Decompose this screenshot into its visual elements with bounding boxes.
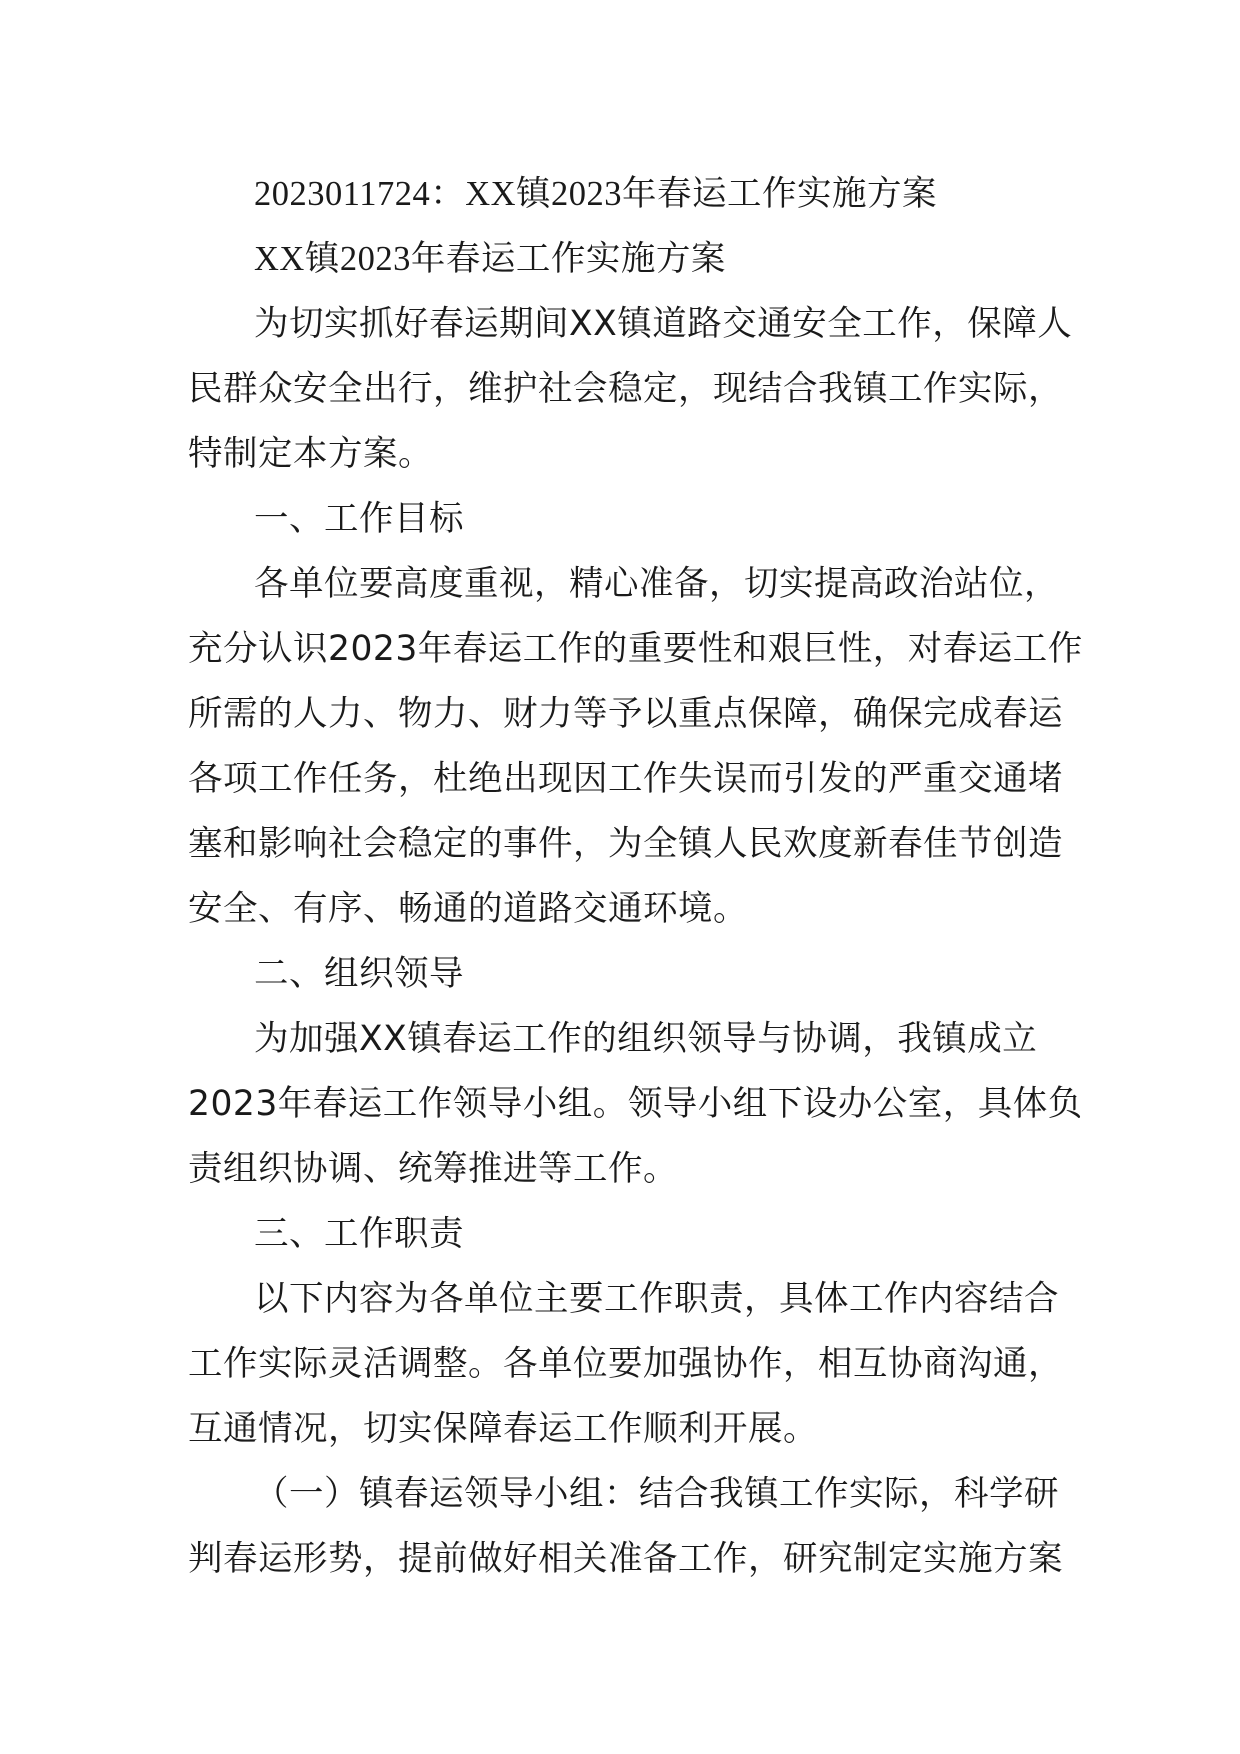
section1-line-4: 各项工作任务，杜绝出现因工作失误而引发的严重交通堵: [188, 759, 1063, 799]
section-heading-duties: 三、工作职责: [254, 1214, 464, 1254]
section2-line-3: 责组织协调、统筹推进等工作。: [188, 1149, 678, 1189]
document-page: [188, 162, 1083, 1592]
section1-line-2: 充分认识2023年春运工作的重要性和艰巨性，对春运工作: [188, 629, 1083, 669]
section1-line-1: 各单位要高度重视，精心准备，切实提高政治站位，: [254, 564, 1059, 604]
intro-line-3: 特制定本方案。: [188, 434, 433, 474]
subsection1-line-1: （一）镇春运领导小组：结合我镇工作实际，科学研: [254, 1474, 1059, 1514]
document-subtitle: XX镇2023年春运工作实施方案: [254, 240, 726, 278]
section1-line-3: 所需的人力、物力、财力等予以重点保障，确保完成春运: [188, 694, 1063, 734]
section3-line-1: 以下内容为各单位主要工作职责，具体工作内容结合: [254, 1279, 1059, 1319]
section2-line-2: 2023年春运工作领导小组。领导小组下设办公室，具体负: [188, 1084, 1083, 1124]
section-heading-organization: 二、组织领导: [254, 954, 464, 994]
document-title-line: 2023011724：XX镇2023年春运工作实施方案: [254, 175, 938, 213]
intro-line-1: 为切实抓好春运期间XX镇道路交通安全工作，保障人: [254, 304, 1073, 344]
subsection1-line-2: 判春运形势，提前做好相关准备工作，研究制定实施方案: [188, 1539, 1063, 1579]
section-heading-goals: 一、工作目标: [254, 499, 464, 539]
section1-line-5: 塞和影响社会稳定的事件，为全镇人民欢度新春佳节创造: [188, 824, 1063, 864]
section3-line-3: 互通情况，切实保障春运工作顺利开展。: [188, 1409, 818, 1449]
section1-line-6: 安全、有序、畅通的道路交通环境。: [188, 889, 748, 929]
section2-line-1: 为加强XX镇春运工作的组织领导与协调，我镇成立: [254, 1019, 1038, 1059]
intro-line-2: 民群众安全出行，维护社会稳定，现结合我镇工作实际，: [188, 369, 1063, 409]
section3-line-2: 工作实际灵活调整。各单位要加强协作，相互协商沟通，: [188, 1344, 1063, 1384]
